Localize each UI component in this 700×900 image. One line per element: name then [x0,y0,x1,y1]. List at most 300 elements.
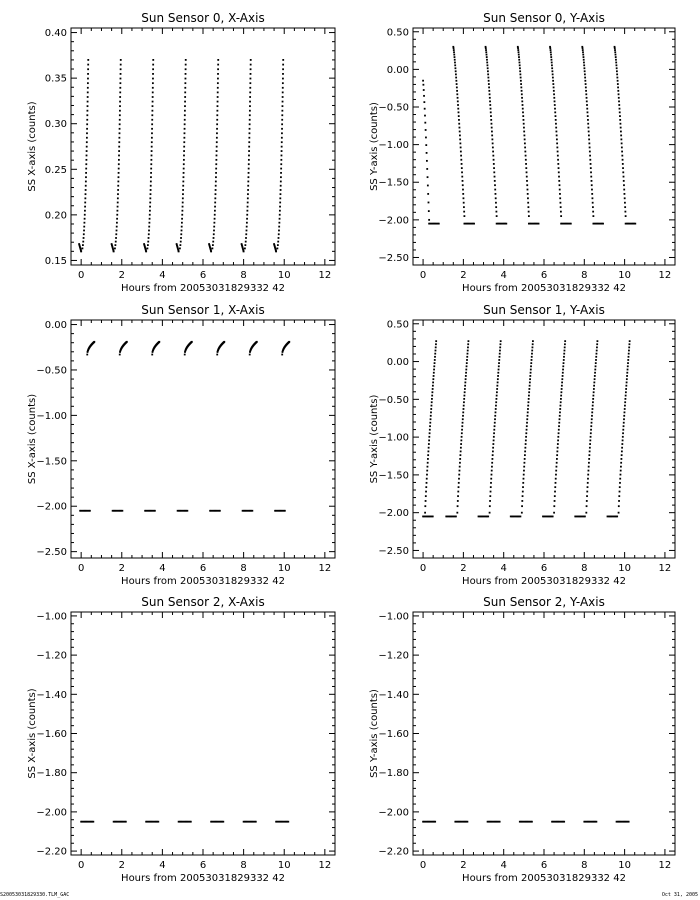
data-point [526,176,528,178]
data-point [217,87,219,89]
data-point [555,482,557,484]
data-point [429,429,431,431]
data-point [553,93,555,95]
data-point [247,202,249,204]
data-point [585,512,587,514]
data-point [119,110,121,112]
data-point [527,197,529,199]
data-point [493,432,495,434]
x-tick-label: 8 [240,860,247,871]
data-point [556,135,558,137]
data-point [556,142,558,144]
data-point [183,163,185,165]
data-point [529,382,531,384]
data-point [426,482,428,484]
data-point [489,500,491,502]
data-point [465,375,467,377]
data-point [588,462,590,464]
y-axis-label: SS X-axis (counts) [27,101,38,192]
data-point [488,87,490,89]
data-point [282,68,284,70]
data-point [550,51,552,53]
y-tick-label: 0.30 [44,119,67,131]
data-point [491,138,493,140]
data-point [119,123,121,125]
data-point [149,222,151,224]
chart-title: Sun Sensor 2, X-Axis [141,595,265,609]
data-point [590,163,592,165]
data-point [559,418,561,420]
data-point [245,237,247,239]
data-point [151,141,153,143]
data-point [591,415,593,417]
data-point [120,59,122,61]
data-point [438,223,440,225]
data-point [182,206,184,208]
data-point [461,176,463,178]
x-tick-label: 10 [618,860,631,871]
x-axis-label: Hours from 20053031829332 42 [121,283,285,294]
data-point [279,202,281,204]
data-point [557,443,559,445]
data-point [564,346,566,348]
data-point [217,73,219,75]
data-point [493,436,495,438]
y-tick-label: −1.80 [36,768,67,780]
data-point [627,369,629,371]
data-point [618,495,620,497]
data-point [428,210,430,212]
data-point [433,365,435,367]
data-point [553,87,555,89]
y-tick-label: −1.50 [378,177,409,189]
data-point [427,462,429,464]
data-point [87,110,89,112]
data-point [181,226,183,228]
data-point [282,91,284,93]
data-point [490,478,492,480]
data-point [183,146,185,148]
data-point [115,241,117,243]
data-point [551,59,553,61]
data-point [464,385,466,387]
data-point [119,87,121,89]
plot-frame [413,28,675,265]
data-point [455,73,457,75]
data-point [84,218,86,220]
data-point [557,155,559,157]
y-tick-label: −2.00 [378,807,409,819]
data-point [585,90,587,92]
data-point [556,451,558,453]
data-point [180,241,182,243]
data-point [495,193,497,195]
data-point [182,181,184,183]
data-point [119,132,121,134]
y-axis-label: SS Y-axis (counts) [369,394,380,484]
data-point [184,354,186,356]
data-point [522,482,524,484]
data-point [216,141,218,143]
data-point [281,146,283,148]
data-point [495,197,497,199]
data-point [588,131,590,133]
data-point [424,122,426,124]
data-point [570,223,572,225]
data-point [119,354,121,356]
data-point [589,440,591,442]
data-point [624,193,626,195]
data-point [563,353,565,355]
data-point [213,233,215,235]
data-point [466,365,468,367]
data-point [179,248,181,250]
data-point [625,388,627,390]
data-point [249,91,251,93]
x-axis-label: Hours from 20053031829332 42 [462,283,626,294]
data-point [551,64,553,66]
data-point [616,516,618,518]
data-point [622,163,624,165]
x-tick-label: 10 [618,563,631,574]
data-point [553,97,555,99]
y-tick-label: 0.15 [44,255,67,267]
data-point [528,206,530,208]
data-point [83,233,85,235]
data-point [462,180,464,182]
data-point [462,189,464,191]
data-point [433,372,435,374]
data-point [431,395,433,397]
data-point [558,432,560,434]
data-point [554,108,556,110]
data-point [532,340,534,342]
y-tick-label: −1.40 [36,689,67,701]
data-point [556,147,558,149]
data-point [585,93,587,95]
data-point [596,821,598,823]
data-point [115,237,117,239]
data-point [523,474,525,476]
data-point [281,114,283,116]
chart-panel-0 [27,11,335,294]
x-tick-label: 12 [658,563,672,574]
data-point [588,135,590,137]
data-point [116,230,118,232]
data-point [585,87,587,89]
y-axis-label: SS Y-axis (counts) [369,102,380,191]
data-point [530,372,532,374]
data-point [492,458,494,460]
data-point [184,132,186,134]
data-point [558,429,560,431]
data-point [462,184,464,186]
data-point [182,193,184,195]
data-point [554,100,556,102]
data-point [453,47,455,49]
data-point [560,405,562,407]
y-tick-label: −1.60 [36,729,67,740]
data-point [494,425,496,427]
data-point [215,168,217,170]
data-point [588,142,590,144]
data-point [587,486,589,488]
data-point [522,111,524,113]
data-point [119,128,121,130]
data-point [215,159,217,161]
data-point [457,495,459,497]
data-point [458,119,460,121]
x-tick-label: 10 [618,270,631,281]
data-point [424,108,426,110]
data-point [118,150,120,152]
x-tick-label: 8 [240,270,247,281]
data-point [148,230,150,232]
data-point [522,115,524,117]
data-point [84,214,86,216]
data-point [119,114,121,116]
plot-frame [413,320,675,558]
data-point [125,821,127,823]
data-point [520,83,522,85]
data-point [126,341,128,343]
data-point [120,78,122,80]
data-point [582,51,584,53]
data-point [151,150,153,152]
data-point [432,382,434,384]
data-point [590,429,592,431]
data-point [182,202,184,204]
data-point [621,447,623,449]
data-point [460,443,462,445]
data-point [629,343,631,345]
data-point [596,343,598,345]
data-point [217,91,219,93]
y-tick-label: −2.50 [378,252,409,264]
data-point [184,82,186,84]
x-tick-label: 10 [277,563,291,574]
data-point [454,56,456,58]
x-tick-label: 2 [118,270,125,281]
data-point [287,821,289,823]
data-point [427,466,429,468]
x-tick-label: 8 [581,860,588,871]
data-point [586,97,588,99]
data-point [552,70,554,72]
plot-frame [413,612,675,855]
data-point [531,353,533,355]
data-point [493,171,495,173]
data-point [521,500,523,502]
data-point [184,105,186,107]
data-point [212,241,214,243]
data-point [523,470,525,472]
data-point [486,54,488,56]
data-point [496,398,498,400]
x-tick-label: 12 [318,860,332,871]
data-point [530,369,532,371]
data-point [214,197,216,199]
data-point [434,821,436,823]
data-point [550,54,552,56]
data-point [591,189,593,191]
data-point [83,237,85,239]
data-point [277,241,279,243]
data-point [86,146,88,148]
data-point [425,491,427,493]
data-point [432,378,434,380]
data-point [216,150,218,152]
data-point [490,108,492,110]
data-point [586,495,588,497]
data-point [248,163,250,165]
data-point [86,128,88,130]
data-point [589,443,591,445]
data-point [183,150,185,152]
data-point [588,138,590,140]
data-point [622,429,624,431]
data-point [494,418,496,420]
data-point [518,59,520,61]
y-tick-label: 0.40 [44,28,67,40]
data-point [463,401,465,403]
data-point [619,119,621,121]
data-point [525,155,527,157]
data-point [620,135,622,137]
data-point [87,73,89,75]
data-point [425,137,427,139]
data-point [622,432,624,434]
data-point [117,181,119,183]
data-point [623,184,625,186]
data-point [212,244,214,246]
data-point [426,470,428,472]
data-point [431,401,433,403]
data-point [524,147,526,149]
y-tick-label: −2.20 [36,846,67,858]
data-point [434,359,436,361]
data-point [524,151,526,153]
data-point [118,168,120,170]
data-point [467,350,469,352]
data-point [589,151,591,153]
data-point [118,176,120,178]
data-point [523,466,525,468]
data-point [282,82,284,84]
data-point [213,222,215,224]
data-point [495,405,497,407]
data-point [551,67,553,69]
data-point [494,184,496,186]
data-point [589,451,591,453]
data-point [498,359,500,361]
data-point [217,78,219,80]
data-point [249,96,251,98]
data-point [184,114,186,116]
data-point [560,206,562,208]
data-point [152,96,154,98]
y-tick-label: −1.00 [378,611,409,623]
data-point [120,68,122,70]
data-point [524,142,526,144]
data-point [456,93,458,95]
data-point [250,78,252,80]
data-point [555,123,557,125]
data-point [529,375,531,377]
data-point [424,115,426,117]
data-point [84,210,86,212]
y-axis-label: SS Y-axis (counts) [369,689,380,778]
data-point [82,241,84,243]
data-point [86,141,88,143]
data-point [522,495,524,497]
data-point [82,248,84,250]
data-point [282,59,284,61]
data-point [492,443,494,445]
data-point [621,451,623,453]
data-point [591,418,593,420]
data-point [182,189,184,191]
data-point [615,56,617,58]
data-point [494,422,496,424]
data-point [282,87,284,89]
data-point [496,385,498,387]
data-point [249,132,251,134]
data-point [455,67,457,69]
data-point [495,411,497,413]
data-point [497,378,499,380]
data-point [623,425,625,427]
data-point [618,500,620,502]
data-point [181,218,183,220]
data-point [282,64,284,66]
data-point [624,211,626,213]
data-point [494,180,496,182]
data-point [552,80,554,82]
data-point [554,486,556,488]
data-point [248,150,250,152]
data-point [216,114,218,116]
y-tick-label: −1.60 [378,729,409,740]
data-point [279,206,281,208]
data-point [428,447,430,449]
data-point [551,62,553,64]
data-point [216,137,218,139]
data-point [467,346,469,348]
data-point [432,391,434,393]
data-point [528,211,530,213]
data-point [458,111,460,113]
x-tick-label: 10 [277,860,291,871]
data-point [118,172,120,174]
data-point [118,141,120,143]
data-point [149,218,151,220]
x-tick-label: 0 [77,270,85,281]
data-point [150,168,152,170]
data-point [592,401,594,403]
data-point [523,127,525,129]
data-point [248,137,250,139]
data-point [459,462,461,464]
data-point [428,219,430,221]
data-point [459,135,461,137]
data-point [215,189,217,191]
y-tick-label: 0.50 [386,319,409,331]
data-point [246,226,248,228]
data-point [497,375,499,377]
data-point [433,369,435,371]
data-point [586,104,588,106]
